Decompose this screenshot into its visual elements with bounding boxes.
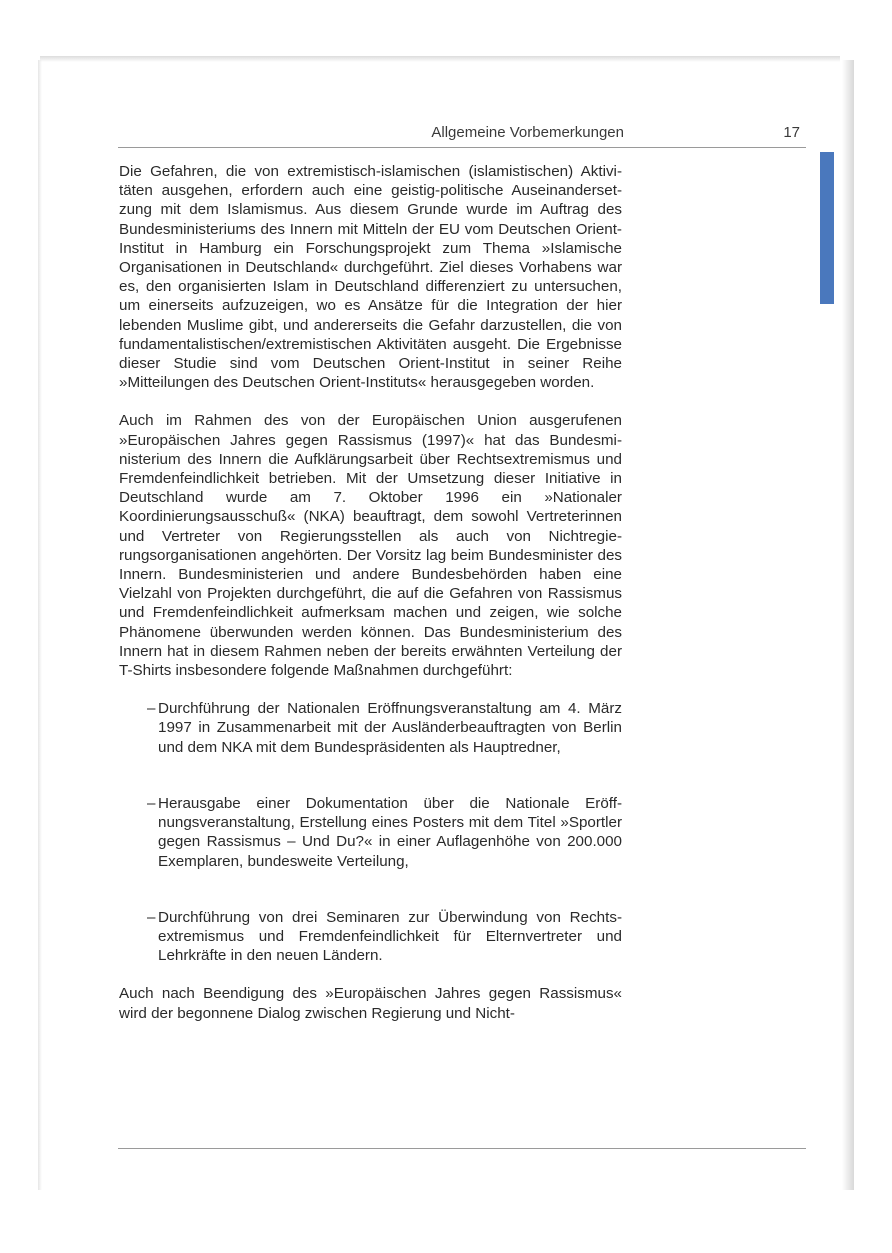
list-item xyxy=(147,908,622,966)
bullet-dash: – xyxy=(147,700,156,718)
paragraph-2: Auch im Rahmen des von der Europäischen Union ausgerufenen »Europäischen Jahres gegen Rassismus (1997)« hat das Bundesministerium des Innern die Aufklärungsarbeit über Rechtsextremismus und Fremdenfeindlichkeit betrieben. Mit der Umsetzung dieser Initiative in Deutschland wurde am 7. Oktober 1996 ein »Nationaler Koordinierungsausschuß« (NKA) beauftragt, dem sowohl Vertreterinnen und Vertreter von Regierungsstellen als auch von Nichtregierungsorganisationen angehörten. Der Vorsitz lag beim Bundesminister des Innern. Bundesministerien und andere Bundesbehörden haben eine Vielzahl von Projekten durchgeführt, die auf die Gefahren von Rassismus und Fremdenfeindlichkeit aufmerksam machen und zeigen, wie solche Phänomene überwunden werden können. Das Bundesministerium des Innern hat in diesem Rahmen neben der bereits erwähnten Verteilung der T-Shirts insbesondere folgende Maßnahmen durchgeführt: xyxy=(119,412,622,680)
header-rule xyxy=(118,147,806,148)
chapter-thumb-tab xyxy=(820,152,834,304)
list-item-text: Durchführung von drei Seminaren zur Überwindung von Rechtsextremismus und Fremdenfeindlichkeit für Elternvertreter und Lehrkräfte in den neuen Ländern. xyxy=(158,908,622,965)
scan-edge-right xyxy=(842,60,854,1190)
paragraph-3: Auch nach Beendigung des »Europäischen Jahres gegen Rassismus« wird der begonnene Dialog zwischen Regierung und Nicht- xyxy=(119,985,622,1022)
list-item-text: Herausgabe einer Dokumentation über die Nationale Eröffnungsveranstaltung, Erstellung eines Posters mit dem Titel »Sportler gegen Rassismus – Und Du?« in einer Auflagenhöhe von 200.000 Exemplaren, bundesweite Verteilung, xyxy=(158,794,622,870)
page-number: 17 xyxy=(783,124,800,141)
list-item-text: Durchführung der Nationalen Eröffnungsveranstaltung am 4. März 1997 in Zusammenarbeit mit der Ausländerbeauftragten von Berlin und dem NKA mit dem Bundespräsidenten als Hauptredner, xyxy=(158,700,622,756)
bullet-dash: – xyxy=(147,794,156,812)
running-header-title: Allgemeine Vorbemerkungen xyxy=(431,124,624,141)
measures-list xyxy=(119,699,622,965)
body-text xyxy=(119,162,622,1042)
scan-edge-left xyxy=(38,60,42,1190)
bullet-dash: – xyxy=(147,908,156,926)
scan-edge-top xyxy=(40,56,840,62)
list-item xyxy=(147,794,622,871)
paragraph-1: Die Gefahren, die von extremistisch-islamischen (islamistischen) Aktivitäten ausgehen, erfordern auch eine geistig-politische Auseinandersetzung mit dem Islamismus. Aus diesem Grunde wurde im Auftrag des Bundesministeriums des Innern mit Mitteln der EU vom Deutschen Orient-Institut in Hamburg ein Forschungsprojekt zum Thema »Islamische Organisationen in Deutschland« durchgeführt. Ziel dieses Vorhabens war es, den organisierten Islam in Deutschland differenziert zu untersuchen, um einerseits aufzuzeigen, wo es Ansätze für die Integration der hier lebenden Muslime gibt, und andererseits die Gefahr darzustellen, die von fundamentalistischen/extremistischen Aktivitäten ausgeht. Die Ergebnisse dieser Studie sind vom Deutschen Orient-Institut in seiner Reihe »Mitteilungen des Deutschen Orient-Instituts« herausgegeben worden. xyxy=(119,163,622,392)
footer-rule xyxy=(118,1148,806,1149)
list-item xyxy=(147,699,622,757)
